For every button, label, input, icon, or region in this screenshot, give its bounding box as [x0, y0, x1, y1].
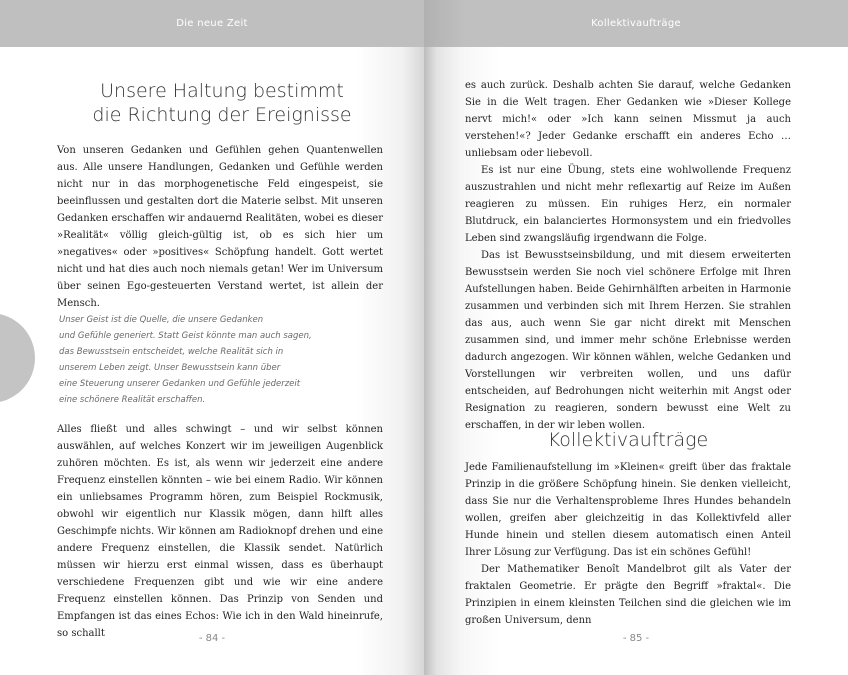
right-page-number: - 85 -	[622, 633, 650, 644]
pull-quote	[59, 312, 389, 409]
right-text-block-2	[465, 459, 791, 629]
heading-line-1: Unsere Haltung bestimmt	[100, 80, 344, 102]
left-text-block-2	[57, 421, 383, 642]
left-text-block-1	[57, 142, 383, 312]
left-running-header: Die neue Zeit	[0, 0, 424, 47]
right-text-block-1	[465, 77, 791, 434]
left-page-number: - 84 -	[198, 633, 226, 644]
right-section-heading: Kollektivaufträge	[547, 429, 709, 451]
quote-line: unserem Leben zeigt. Unser Bewusstsein kann über	[59, 363, 281, 374]
quote-line: eine schönere Realität erschaffen.	[59, 395, 206, 406]
right-running-header: Kollektivaufträge	[424, 0, 848, 47]
chapter-side-tab	[0, 313, 35, 403]
quote-line: eine Steuerung unserer Gedanken und Gefühle jederzeit	[59, 379, 301, 390]
quote-line: das Bewusstsein entscheidet, welche Realität sich in	[59, 347, 284, 358]
right-page	[424, 0, 848, 675]
quote-line: und Gefühle generiert. Statt Geist könnte man auch sagen,	[59, 331, 312, 342]
left-section-heading	[50, 79, 394, 127]
body-paragraph: Der Mathematiker Benoît Mandelbrot gilt als Vater der fraktalen Geometrie. Er prägte den Begriff »fraktal«. Die Prinzipien in einem kleinsten Teilchen sind die gleichen wie im großen Universum, denn	[465, 564, 791, 626]
body-paragraph: Von unseren Gedanken und Gefühlen gehen Quantenwellen aus. Alle unsere Handlungen, Gedanken und Gefühle werden nicht nur in das morphogenetische Feld eingespeist, sie beeinflussen und gestalten dort die Materie selbst. Mit unseren Gedanken erschaffen wir andauernd Realitäten, wobei es dieser »Realität« völlig gleich-gültig ist, ob es sich hier um »negatives« oder »positives« Schöpfung handelt. Gott wertet nicht und hat dies auch noch niemals getan! Wer im Universum über seinen Ego-gesteuerten Verstand wertet, ist allein der Mensch.	[57, 145, 383, 309]
quote-line: Unser Geist ist die Quelle, die unsere Gedanken	[59, 315, 264, 325]
body-paragraph: Alles fließt und alles schwingt – und wir selbst können auswählen, auf welches Konzert wir im jeweiligen Augenblick zuhören möchten. Es ist, als wenn wir jederzeit eine andere Frequenz einstellen könnten – wie bei einem Radio. Wir können ein unliebsames Programm hören, zum Beispiel Rockmusik, obwohl wir eigentlich nur Klassik mögen, dann hilft alles Geschimpfe nichts. Wir können am Radioknopf drehen und eine andere Frequenz einstellen, die Klassik sendet. Natürlich müssen wir hierzu erst einmal wissen, dass es überhaupt verschiedene Frequenzen gibt und wie wir eine andere Frequenz einstellen können. Das Prinzip von Senden und Empfangen ist das eines Echos: Wie ich in den Wald hineinrufe, so schallt	[57, 424, 383, 639]
body-paragraph: Das ist Bewusstseinsbildung, und mit diesem erweiterten Bewusstsein werden Sie noch viel schönere Erfolge mit Ihren Aufstellungen haben. Beide Gehirnhälften arbeiten in Harmonie zusammen und verbinden sich mit Ihrem Herzen. Sie strahlen das aus, auch wenn Sie gar nicht direkt mit Menschen zusammen sind, und immer mehr schöne Erlebnisse werden dadurch angezogen. Wir können wählen, welche Gedanken und Vorstellungen wir verbreiten wollen, und uns dafür entscheiden, auf Bedrohungen nicht weiterhin mit Angst oder Resignation zu reagieren, sondern bewusst eine Welt zu erschaffen, in der wir leben wollen.	[465, 250, 791, 431]
body-paragraph: Jede Familienaufstellung im »Kleinen« greift über das fraktale Prinzip in die größere Schöpfung hinein. Sie denken vielleicht, dass Sie nur die Verhaltensprobleme Ihres Hundes behandeln wollen, greifen aber gleichzeitig in das Kollektivfeld aller Hunde hinein und stellen diesem automatisch einen Anteil Ihrer Lösung zur Verfügung. Das ist ein schönes Gefühl!	[465, 462, 791, 558]
body-paragraph: Es ist nur eine Übung, stets eine wohlwollende Frequenz auszustrahlen und nicht mehr reflexartig auf Reize im Außen reagieren zu müssen. Ein ruhiges Herz, ein normaler Blutdruck, ein balanciertes Hormonsystem und ein friedvolles Leben sind zwangsläufig irgendwann die Folge.	[465, 165, 791, 244]
body-paragraph: es auch zurück. Deshalb achten Sie darauf, welche Gedanken Sie in die Welt tragen. Eher Gedanken wie »Dieser Kollege nervt mich!« oder »Ich kann seinen Missmut ja auch verstehen!«? Jeder Gedanke erschafft ein anderes Echo … unliebsam oder liebevoll.	[465, 80, 791, 159]
heading-line-2: die Richtung der Ereignisse	[92, 104, 352, 126]
